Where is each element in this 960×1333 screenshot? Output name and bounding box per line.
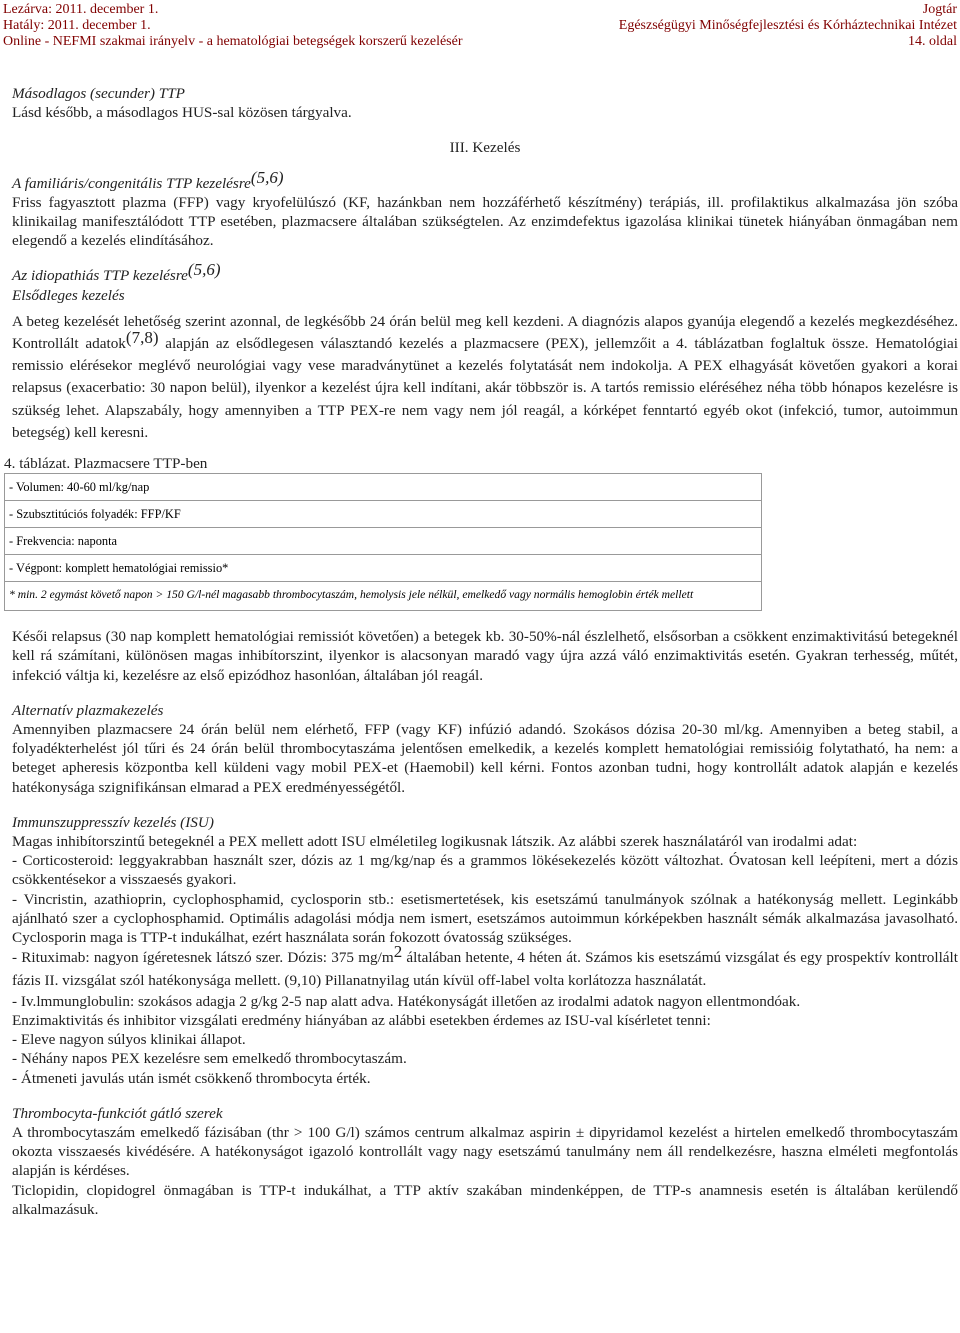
isu-case: - Átmeneti javulás után ismét csökkenő thrombocyta érték. (12, 1069, 371, 1087)
isu-case: - Eleve nagyon súlyos klinikai állapot. (12, 1031, 246, 1049)
table-cell: - Volumen: 40-60 ml/kg/nap (5, 474, 762, 501)
header-effective-date: Hatály: 2011. december 1. (3, 18, 151, 33)
antiplatelet-heading: Thrombocyta-funkciót gátló szerek (12, 1104, 223, 1122)
table-cell: - Frekvencia: naponta (5, 528, 762, 555)
table-caption: 4. táblázat. Plazmacsere TTP-ben (4, 455, 208, 473)
section-heading-secondary-ttp: Másodlagos (secunder) TTP (12, 85, 185, 102)
antiplatelet-text: A thrombocytaszám emelkedő fázisában (thr > 100 G/l) számos centrum alkalmaz aspirin ± dipyridamol kezelést a hirtelen emelkedő thrombocytaszám okozta visszaesés kivédésére. A hatékonyságot igazoló kontrollált vagy nagy esetszámú tanulmány nem áll rendelkezésre, haszna elméleti megfontolás alapján is kérdéses. (12, 1123, 958, 1180)
isu-item-corticosteroid: - Corticosteroid: leggyakrabban használt szer, dózis az 1 mg/kg/nap és a grammos lökésekezelés között változhat. Óvatosan kell leépíteni, mert a dózis csökkentésekor a visszaesés gyakori. (12, 852, 958, 889)
table-footnote: * min. 2 egymást követő napon > 150 G/l-nél magasabb thrombocytaszám, hemolysis jele nélkül, emelkedő vagy normális hemoglobin érték mellett (5, 582, 762, 611)
familial-reference: (5,6) (250, 167, 284, 187)
late-relapse-text: Késői relapsus (30 nap komplett hematológiai remissiót követően) a betegek kb. 30-50%-nál észlelhető, elsősorban a csökkent enzimaktivitású betegeknél kell rá számítani, különösen magas inhibítorszint, ilyenkor is alacsonyan maradó vagy újra azzá váló enzimaktivitás esetén. Gyakran terhesség, műtét, infekció váltja ki, kezelésre az első epizódhoz hasonlóan, általában jól reagál. (12, 628, 958, 684)
alternative-plasma-text: Amennyiben plazmacsere 24 órán belül nem elérhető, FFP (vagy KF) infúzió adandó. Szokásos dózisa 20-30 ml/kg. Amennyiben a beteg stabil, a folyadékterhelést jól tűri és 24 órán belül thrombocytaszáma jelentősen emelkedik, a kezelés komplett hematológiai remissióig folytatható, ha nem: a beteget apheresis központba kell küldeni vagy mobil PEX-et (Haemobil) kell kérni. Fontos azonban tudni, hogy kontrollált adatok alapján e kezelés hatékonysága szignifikánsan elmarad a PEX eredményességétől. (12, 721, 958, 796)
isu-item-rituximab: - Rituximab: nagyon ígéretesnek látszó szer. Dózis: 375 mg/m2 általában hetente, 4 héten át. Számos kis esetszámú vizsgálat és egy prospektív kontrollált fázis II. vizsgálat szól hatékonysága mellett. (9,10) Pillanatnyilag után kívül off-label volta korlátozza használatát. (12, 942, 958, 989)
isu-intro: Magas inhibítorszintű betegeknél a PEX mellett adott ISU elméletileg logikusnak látszik. Az alábbi szerek használatáról van irodalmi adat: (12, 833, 858, 851)
isu-indication-lead: Enzimaktivitás és inhibitor vizsgálati eredmény hiányában az alábbi esetekben érdemes az ISU-val kísérletet tenni: (12, 1011, 711, 1029)
table-row (5, 555, 762, 582)
ticlopidin-text: Ticlopidin, clopidogrel önmagában is TTP-t indukálhat, a TTP aktív szakában mindenképpen, de TTP-s anamnesis esetén is általában kerülendő alkalmazásuk. (12, 1181, 958, 1218)
page-header-right (619, 2, 957, 50)
secondary-ttp-text: Lásd később, a másodlagos HUS-sal közösen tárgyalva. (12, 104, 352, 122)
idiopathic-reference: (5,6) (187, 260, 221, 280)
table-cell: - Szubsztitúciós folyadék: FFP/KF (5, 501, 762, 528)
primary-treatment-subheading: Elsődleges kezelés (12, 286, 125, 304)
header-institute: Egészségügyi Minőségfejlesztési és Kórháztechnikai Intézet (618, 18, 957, 33)
chapter-heading: III. Kezelés (449, 139, 521, 157)
header-document-title: Online - NEFMI szakmai irányelv - a hematológiai betegségek korszerű kezelésér (3, 34, 463, 49)
familial-heading: A familiáris/congenitális TTP kezelésre(5,6) (12, 167, 284, 192)
familial-text: Friss fagyasztott plazma (FFP) vagy kryofelülúszó (KF, hazánkban nem hozzáférhető készítmény) terápiás, ill. profilaktikus alkalmazása jön szóba klinikailag manifesztálódott TTP esetében, plazmacsere általában szükségtelen. Az enzimdefektus igazolása klinikai tünetek hiányában önmagában nem elegendő a kezelés elindításához. (12, 193, 958, 250)
primary-treatment-reference: (7,8) (125, 328, 159, 348)
dose-superscript: 2 (393, 942, 403, 962)
isu-item-vincristin: - Vincristin, azathioprin, cyclophosphamid, cyclosporin stb.: esetismertetések, kis esetszámú tanulmányok szólnak a hatékonyság mellett. Leginkább ajánlható szer a cyclophosphamid. Optimális adagolási módja nem ismert, esetszámos autoimmun kórképekben használt sémák alkalmazása javasolható. Cyclosporin maga is TTP-t indukálhat, ezért használata során fokozott óvatosság szükséges. (12, 890, 958, 947)
idiopathic-heading: Az idiopathiás TTP kezelésre(5,6) (12, 260, 221, 285)
table-row (5, 474, 762, 501)
page-header-left (3, 2, 463, 50)
plasma-exchange-table (4, 473, 762, 611)
alternative-plasma-heading: Alternatív plazmakezelés (12, 701, 164, 719)
header-page-number: 14. oldal (908, 34, 957, 49)
table-cell: - Végpont: komplett hematológiai remissio* (5, 555, 762, 582)
table-row (5, 528, 762, 555)
header-closed-date: Lezárva: 2011. december 1. (3, 2, 159, 17)
document-body (4, 84, 958, 1219)
header-source: Jogtár (922, 2, 957, 17)
primary-treatment-text: A beteg kezelését lehetőség szerint azonnal, de legkésőbb 24 órán belül meg kell kezdeni. A diagnózis alapos gyanúja elegendő a kezelés megkezdéséhez. Kontrollált adatok(7,8) alapján az elsődlegesen választandó kezelés a plazmacsere (PEX), jellemzőit a 4. táblázatban foglaltuk össze. Hematológiai remissio elérésekor meglévő neurológiai vagy vese maradványtünet a kezelés folytatását nem indokolja. A PEX elhagyását követően gyakori a korai relapsus (exacerbatio: 30 napon belül), ilyenkor a kezelést újra kell indítani, akár többször is. A tartós remissio eléréséhez néha több hónapos kezelésre is szükség lehet. Alapszabály, hogy amennyiben a TTP PEX-re nem vagy nem jól reagál, a kórképet fenntartó egyéb okot (infekció, tumor, autoimmun betegség) kell keresni. (12, 312, 958, 441)
isu-case: - Néhány napos PEX kezelésre sem emelkedő thrombocytaszám. (12, 1050, 407, 1068)
immunosuppressive-heading: Immunszuppresszív kezelés (ISU) (12, 813, 214, 831)
table-footnote-row (5, 582, 762, 611)
isu-item-ivig: - Iv.lmmunglobulin: szokásos adagja 2 g/kg 2-5 nap alatt adva. Hatékonyságát illetően az irodalmi adatok nagyon ellentmondóak. (12, 992, 801, 1010)
table-row (5, 501, 762, 528)
